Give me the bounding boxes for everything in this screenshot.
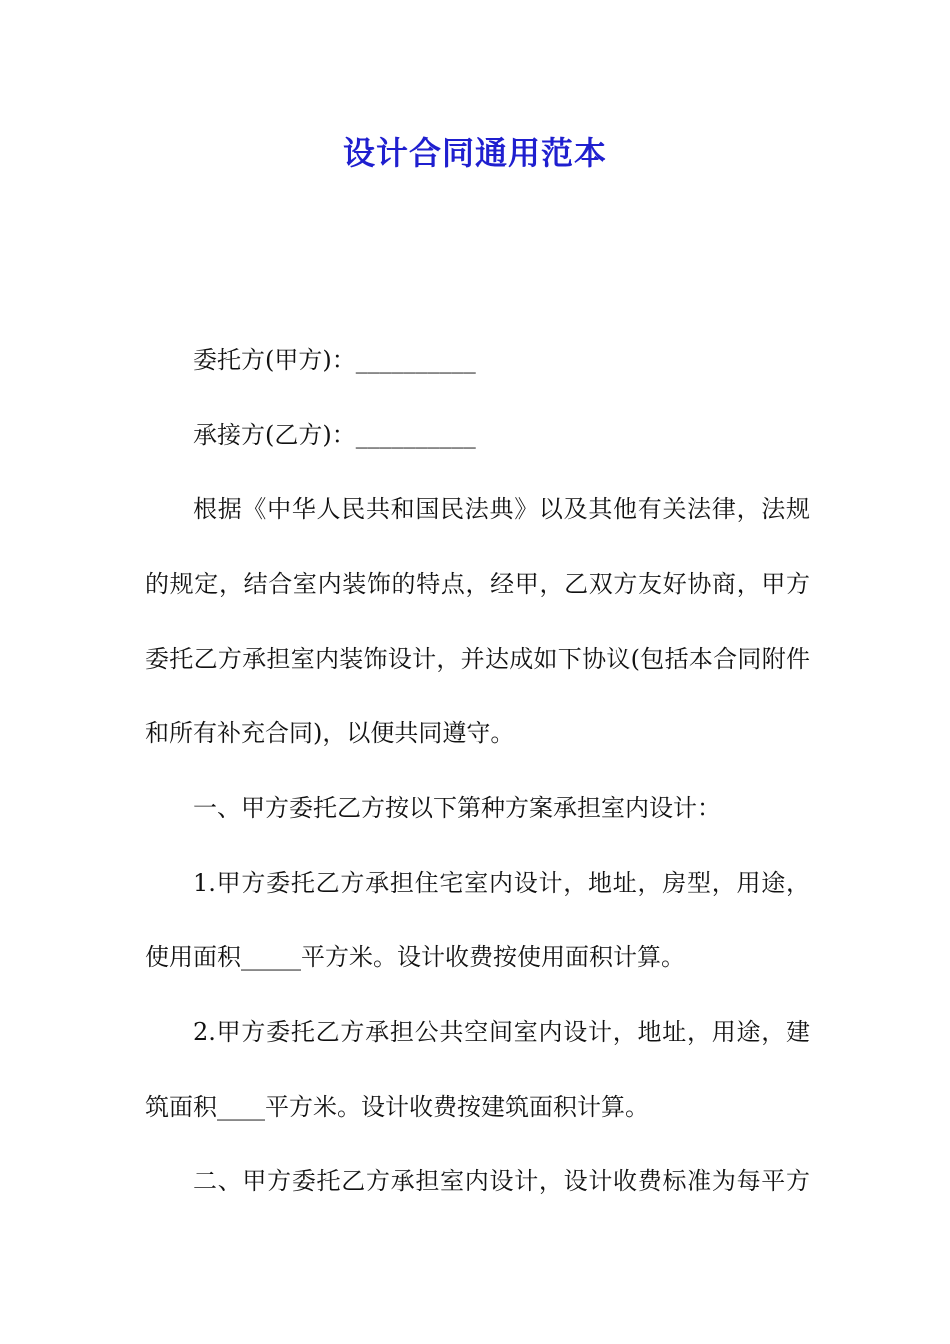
- clause-line: 使用面积_____平方米。设计收费按使用面积计算。: [145, 943, 685, 971]
- clause-line: 2.甲方委托乙方承担公共空间室内设计，地址，用途，建: [193, 1018, 810, 1046]
- clause-line: 1.甲方委托乙方承担住宅室内设计，地址，房型，用途，: [193, 869, 810, 897]
- section-heading: 一、甲方委托乙方按以下第种方案承担室内设计：: [193, 794, 721, 822]
- section-heading: 二、甲方委托乙方承担室内设计，设计收费标准为每平方: [193, 1167, 810, 1195]
- party-b-line: 承接方(乙方)：__________: [193, 421, 476, 449]
- party-a-line: 委托方(甲方)：__________: [193, 346, 476, 374]
- paragraph-line: 的规定，结合室内装饰的特点，经甲，乙双方友好协商，甲方: [145, 570, 810, 598]
- paragraph-line: 和所有补充合同)，以便共同遵守。: [145, 719, 515, 747]
- paragraph-line: 根据《中华人民共和国民法典》以及其他有关法律，法规: [193, 495, 810, 523]
- paragraph-line: 委托乙方承担室内装饰设计，并达成如下协议(包括本合同附件: [145, 645, 810, 673]
- clause-line: 筑面积____平方米。设计收费按建筑面积计算。: [145, 1093, 649, 1121]
- document-title: 设计合同通用范本: [342, 134, 607, 172]
